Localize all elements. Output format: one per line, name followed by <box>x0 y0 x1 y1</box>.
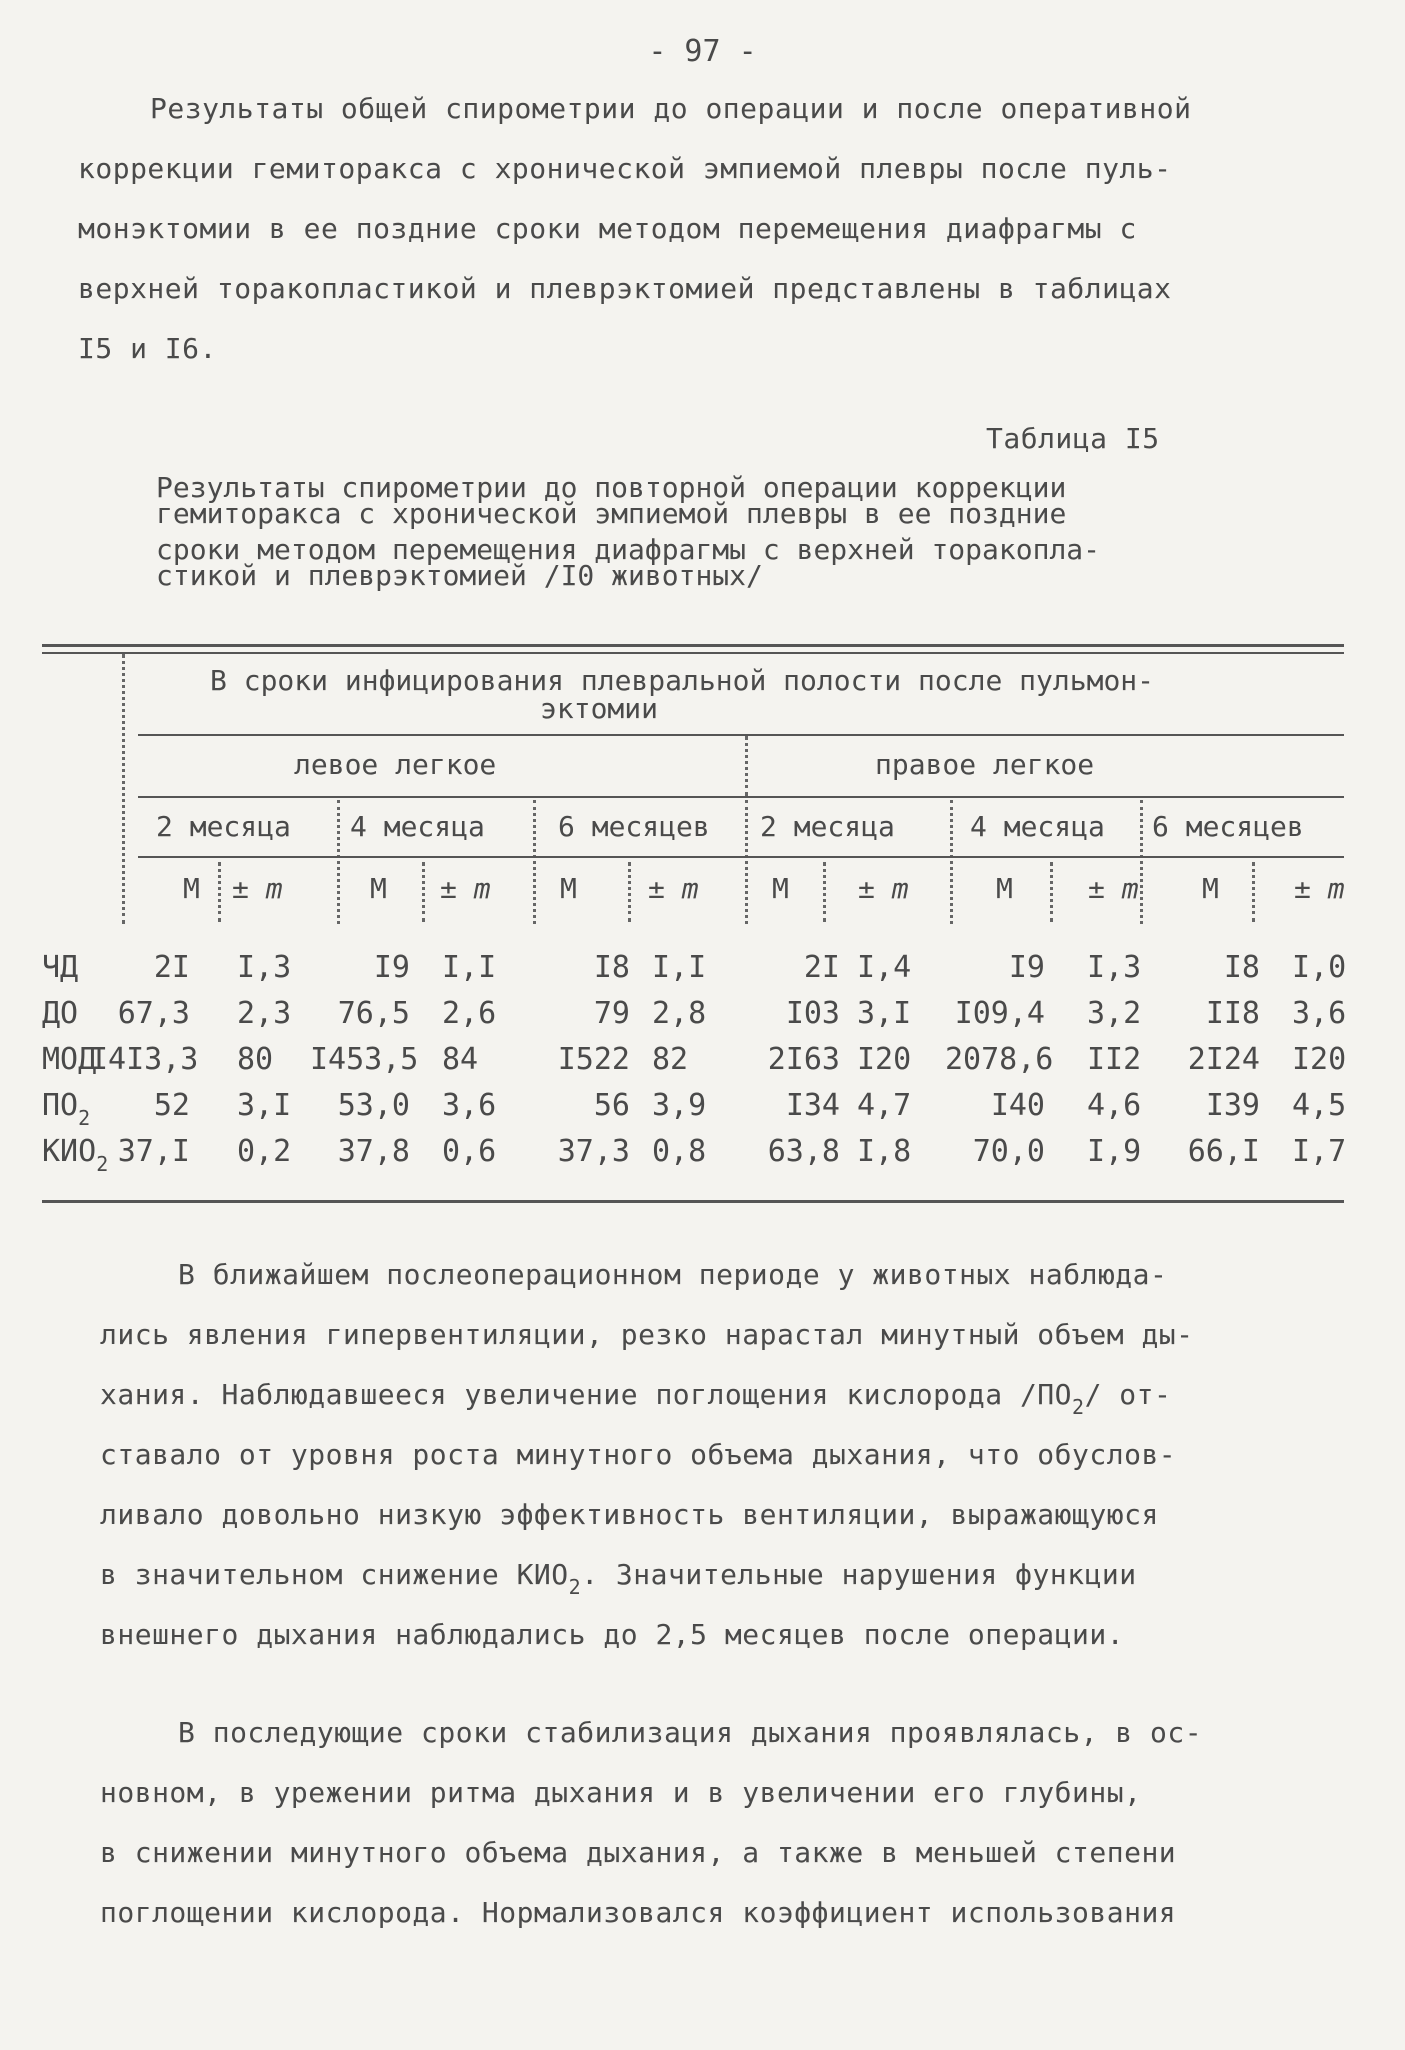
table-cell: II2 <box>1087 1042 1142 1077</box>
body-line: в снижении минутного объема дыхания, а также в меньшей степени <box>100 1836 1177 1869</box>
caption-line: Результаты спирометрии до повторной операции коррекции <box>156 471 1067 504</box>
table-cell: I,7 <box>1292 1134 1347 1169</box>
table-cell: 80 <box>237 1042 274 1077</box>
table-cell: 37,I <box>117 1134 190 1169</box>
table-top-rule-2 <box>42 652 1344 654</box>
table-cell: 76,5 <box>337 996 410 1031</box>
table-cell: 3,2 <box>1087 996 1142 1031</box>
body-text: в значительном снижение КИО <box>100 1558 569 1591</box>
row-label-text: МОД <box>42 1042 97 1077</box>
header-top-2: эктомии <box>540 692 659 725</box>
period-divider <box>337 800 340 924</box>
intro-line: монэктомии в ее поздние сроки методом перемещения диафрагмы с <box>78 212 1137 245</box>
table-label: Таблица I5 <box>986 422 1160 455</box>
label-column-divider <box>122 654 125 924</box>
table-cell: I20 <box>1292 1042 1347 1077</box>
stat-m: М <box>183 872 200 905</box>
stat-pm: ± m <box>858 872 909 905</box>
body-line <box>100 1498 1159 1531</box>
period-divider <box>1140 800 1143 924</box>
table-cell: 79 <box>593 996 630 1031</box>
period-header: 6 месяцев <box>558 810 710 843</box>
table-cell: I9 <box>373 950 410 985</box>
table-cell: 3,6 <box>442 1088 497 1123</box>
caption-line: стикой и плеврэктомией /I0 животных/ <box>156 559 763 592</box>
table-cell: I,I <box>442 950 497 985</box>
table-cell: 66,I <box>1187 1134 1260 1169</box>
table-cell: 4,6 <box>1087 1088 1142 1123</box>
stat-m: М <box>996 872 1013 905</box>
stat-m: М <box>772 872 789 905</box>
table-cell: I8 <box>1223 950 1260 985</box>
intro-line: коррекции гемиторакса с хронической эмпиемой плевры после пуль- <box>78 152 1172 185</box>
table-cell: 2,8 <box>652 996 707 1031</box>
intro-line: Результаты общей спирометрии до операции и после оперативной <box>150 92 1192 125</box>
table-cell: I,3 <box>1087 950 1142 985</box>
body-subscript: 2 <box>1072 1395 1085 1419</box>
body-line <box>100 1558 1137 1599</box>
lung-left-header: левое легкое <box>294 748 497 781</box>
table-cell: 82 <box>652 1042 689 1077</box>
table-cell: 2,6 <box>442 996 497 1031</box>
table-cell: I522 <box>557 1042 630 1077</box>
intro-line: I5 и I6. <box>78 332 217 365</box>
lung-divider <box>745 736 748 796</box>
period-rule <box>138 856 1344 858</box>
stat-m: М <box>370 872 387 905</box>
table-cell: I,4 <box>857 950 912 985</box>
body-text: В ближайшем послеоперационном периоде у животных наблюда- <box>178 1258 1168 1291</box>
stat-divider <box>1252 862 1255 922</box>
stat-divider <box>218 862 221 922</box>
caption-line: гемиторакса с хронической эмпиемой плевры в ее поздние <box>156 497 1067 530</box>
table-cell: 4,5 <box>1292 1088 1347 1123</box>
table-cell: I,3 <box>237 950 292 985</box>
table-bottom-rule <box>42 1200 1344 1203</box>
stat-pm: ± m <box>1088 872 1139 905</box>
body-line: поглощении кислорода. Нормализовался коэффициент использования <box>100 1896 1177 1929</box>
table-cell: 2I63 <box>767 1042 840 1077</box>
stat-divider <box>422 862 425 922</box>
stat-divider <box>1050 862 1053 922</box>
period-header: 4 месяца <box>970 810 1105 843</box>
table-cell: 37,3 <box>557 1134 630 1169</box>
body-text: . Значительные нарушения функции <box>581 1558 1137 1591</box>
header-rule <box>138 734 1344 736</box>
table-cell: II8 <box>1205 996 1260 1031</box>
body-line <box>100 1438 1176 1471</box>
table-cell: 2I <box>153 950 190 985</box>
table-cell: I40 <box>990 1088 1045 1123</box>
table-cell: 84 <box>442 1042 479 1077</box>
table-cell: I9 <box>1008 950 1045 985</box>
body-line <box>100 1618 1124 1651</box>
table-cell: 0,8 <box>652 1134 707 1169</box>
table-cell: 70,0 <box>972 1134 1045 1169</box>
table-cell: I20 <box>857 1042 912 1077</box>
table-cell: 63,8 <box>767 1134 840 1169</box>
row-label-subscript: 2 <box>78 1106 91 1130</box>
lung-right-header: правое легкое <box>875 748 1095 781</box>
period-divider <box>950 800 953 924</box>
table-cell: 67,3 <box>117 996 190 1031</box>
table-cell: I,8 <box>857 1134 912 1169</box>
table-cell: 2I <box>803 950 840 985</box>
page-number: - 97 - <box>648 34 757 69</box>
period-divider <box>533 800 536 924</box>
table-cell: I,0 <box>1292 950 1347 985</box>
table-top-rule <box>42 644 1344 647</box>
intro-line: верхней торакопластикой и плеврэктомией представлены в таблицах <box>78 272 1172 305</box>
row-label-text: КИО <box>42 1134 97 1169</box>
body-text: ставало от уровня роста минутного объема дыхания, что обуслов- <box>100 1438 1177 1471</box>
table-cell: 0,2 <box>237 1134 292 1169</box>
stat-m: М <box>560 872 577 905</box>
period-header: 2 месяца <box>156 810 291 843</box>
table-cell: 2I24 <box>1187 1042 1260 1077</box>
stat-pm: ± m <box>648 872 699 905</box>
body-line <box>178 1258 1167 1291</box>
table-cell: I,I <box>652 950 707 985</box>
period-header: 6 месяцев <box>1152 810 1304 843</box>
table-cell: 3,9 <box>652 1088 707 1123</box>
table-cell: I453,5 <box>310 1042 419 1077</box>
body-text: лись явления гипервентиляции, резко нарастал минутный объем ды- <box>100 1318 1194 1351</box>
period-divider <box>745 800 748 924</box>
body-subscript: 2 <box>568 1575 582 1599</box>
body-text: хания. Наблюдавшееся увеличение поглощения кислорода /ПО <box>100 1378 1073 1411</box>
body-line <box>100 1378 1171 1419</box>
stat-pm: ± m <box>232 872 283 905</box>
body-text: внешнего дыхания наблюдались до 2,5 месяцев после операции. <box>100 1618 1125 1651</box>
table-cell: 0,6 <box>442 1134 497 1169</box>
period-header: 2 месяца <box>760 810 895 843</box>
table-cell: I,9 <box>1087 1134 1142 1169</box>
table-cell: 53,0 <box>337 1088 410 1123</box>
table-cell: 3,I <box>237 1088 292 1123</box>
row-label-text: ЧД <box>42 950 79 985</box>
stat-divider <box>823 862 826 922</box>
table-cell: I8 <box>593 950 630 985</box>
body-line: новном, в урежении ритма дыхания и в увеличении его глубины, <box>100 1776 1142 1809</box>
row-label <box>42 950 78 985</box>
table-cell: 56 <box>593 1088 630 1123</box>
row-label-subscript: 2 <box>96 1152 109 1176</box>
stat-m: М <box>1202 872 1219 905</box>
table-cell: I03 <box>785 996 840 1031</box>
body-text: ливало довольно низкую эффективность вентиляции, выражающуюся <box>100 1498 1159 1531</box>
header-top: В сроки инфицирования плевральной полости после пульмон- <box>210 664 1155 697</box>
table-cell: 52 <box>153 1088 190 1123</box>
table-cell: 2078,6 <box>945 1042 1054 1077</box>
table-cell: 37,8 <box>337 1134 410 1169</box>
body-line <box>100 1318 1194 1351</box>
row-label-text: ПО <box>42 1088 79 1123</box>
stat-pm: ± m <box>440 872 491 905</box>
period-header: 4 месяца <box>350 810 485 843</box>
table-cell: 2,3 <box>237 996 292 1031</box>
body-text: / от- <box>1084 1378 1172 1411</box>
table-cell: I09,4 <box>954 996 1045 1031</box>
body-line: В последующие сроки стабилизация дыхания проявлялась, в ос- <box>178 1716 1203 1749</box>
table-cell: I39 <box>1205 1088 1260 1123</box>
table-cell: 3,I <box>857 996 912 1031</box>
table-cell: 3,6 <box>1292 996 1347 1031</box>
caption-line: сроки методом перемещения диафрагмы с верхней торакопла- <box>156 533 1101 566</box>
table-cell: I34 <box>785 1088 840 1123</box>
row-label <box>42 996 78 1031</box>
row-label <box>42 1088 90 1130</box>
table-cell: I4I3,3 <box>90 1042 199 1077</box>
row-label-text: ДО <box>42 996 79 1031</box>
stat-pm: ± m <box>1294 872 1345 905</box>
stat-divider <box>628 862 631 922</box>
lung-rule <box>138 796 1344 798</box>
row-label <box>42 1042 96 1077</box>
table-cell: 4,7 <box>857 1088 912 1123</box>
